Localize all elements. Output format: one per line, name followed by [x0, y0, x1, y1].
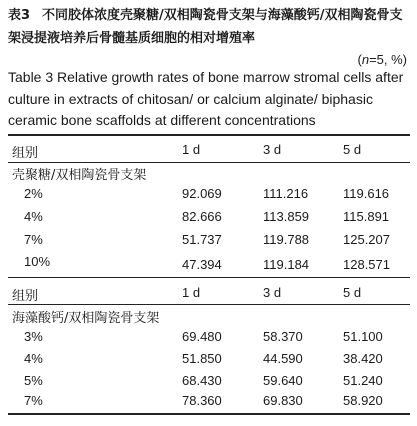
row-label: 3% [24, 329, 43, 344]
col-header-3d: 3 d [263, 142, 282, 157]
cell-1d: 68.430 [182, 373, 222, 388]
cell-3d: 69.830 [263, 393, 303, 408]
col-header-5d: 5 d [343, 142, 362, 157]
cell-5d: 38.420 [343, 351, 383, 366]
cell-5d: 119.616 [343, 186, 390, 201]
cell-3d: 44.590 [263, 351, 303, 366]
group1-header-rule [8, 162, 410, 163]
unit-n: n [361, 52, 370, 67]
group-divider-rule [8, 277, 410, 278]
cell-5d: 51.240 [343, 373, 383, 388]
table-caption-en: Table 3 Relative growth rates of bone marrow stromal cells after culture in extracts of chitosan/ or calcium alginate/ biphasic ceramic bone scaffolds at different concentrations [8, 69, 404, 128]
cell-3d: 113.859 [263, 209, 310, 224]
table-caption-zh [8, 4, 410, 50]
row-label: 10% [24, 254, 51, 269]
cell-5d: 125.207 [343, 232, 390, 247]
cell-1d: 82.666 [182, 209, 222, 224]
row-label: 2% [24, 186, 43, 201]
top-rule [8, 134, 410, 136]
cell-1d: 51.737 [182, 232, 222, 247]
cell-1d: 92.069 [182, 186, 222, 201]
col-header-5d: 5 d [343, 285, 362, 300]
row-label: 4% [24, 209, 43, 224]
cell-1d: 69.480 [182, 329, 222, 344]
unit-open-paren: ( [357, 52, 362, 67]
cell-5d: 115.891 [343, 209, 390, 224]
col-header-group: 组别 [12, 289, 39, 304]
group-name-chitosan: 壳聚糖/双相陶瓷骨支架 [12, 168, 147, 183]
cell-5d: 58.920 [343, 393, 383, 408]
cell-3d: 111.216 [263, 186, 309, 201]
row-label: 7% [24, 393, 43, 408]
cell-3d: 59.640 [263, 373, 303, 388]
row-label: 4% [24, 351, 43, 366]
col-header-1d: 1 d [182, 285, 201, 300]
cell-3d: 119.788 [263, 232, 310, 247]
col-header-3d: 3 d [263, 285, 282, 300]
cell-5d: 51.100 [343, 329, 383, 344]
cell-3d: 119.184 [263, 257, 310, 272]
cell-1d: 47.394 [182, 257, 222, 272]
row-label: 7% [24, 232, 43, 247]
cell-1d: 51.850 [182, 351, 222, 366]
group-name-calcium-alginate: 海藻酸钙/双相陶瓷骨支架 [12, 311, 160, 326]
cell-3d: 58.370 [263, 329, 303, 344]
col-header-group: 组别 [12, 146, 39, 161]
group2-header-rule [8, 304, 410, 305]
cell-1d: 78.360 [182, 393, 222, 408]
bottom-rule [8, 413, 410, 415]
unit-rest: =5, %) [369, 52, 407, 67]
table-number-zh: 表3 [8, 8, 31, 23]
row-label: 5% [24, 373, 43, 388]
cell-5d: 128.571 [343, 257, 390, 272]
table-title-zh: 不同胶体浓度壳聚糖/双相陶瓷骨支架与海藻酸钙/双相陶瓷骨支架浸提液培养后骨髓基质细胞的相对增殖率 [8, 8, 403, 46]
col-header-1d: 1 d [182, 142, 201, 157]
